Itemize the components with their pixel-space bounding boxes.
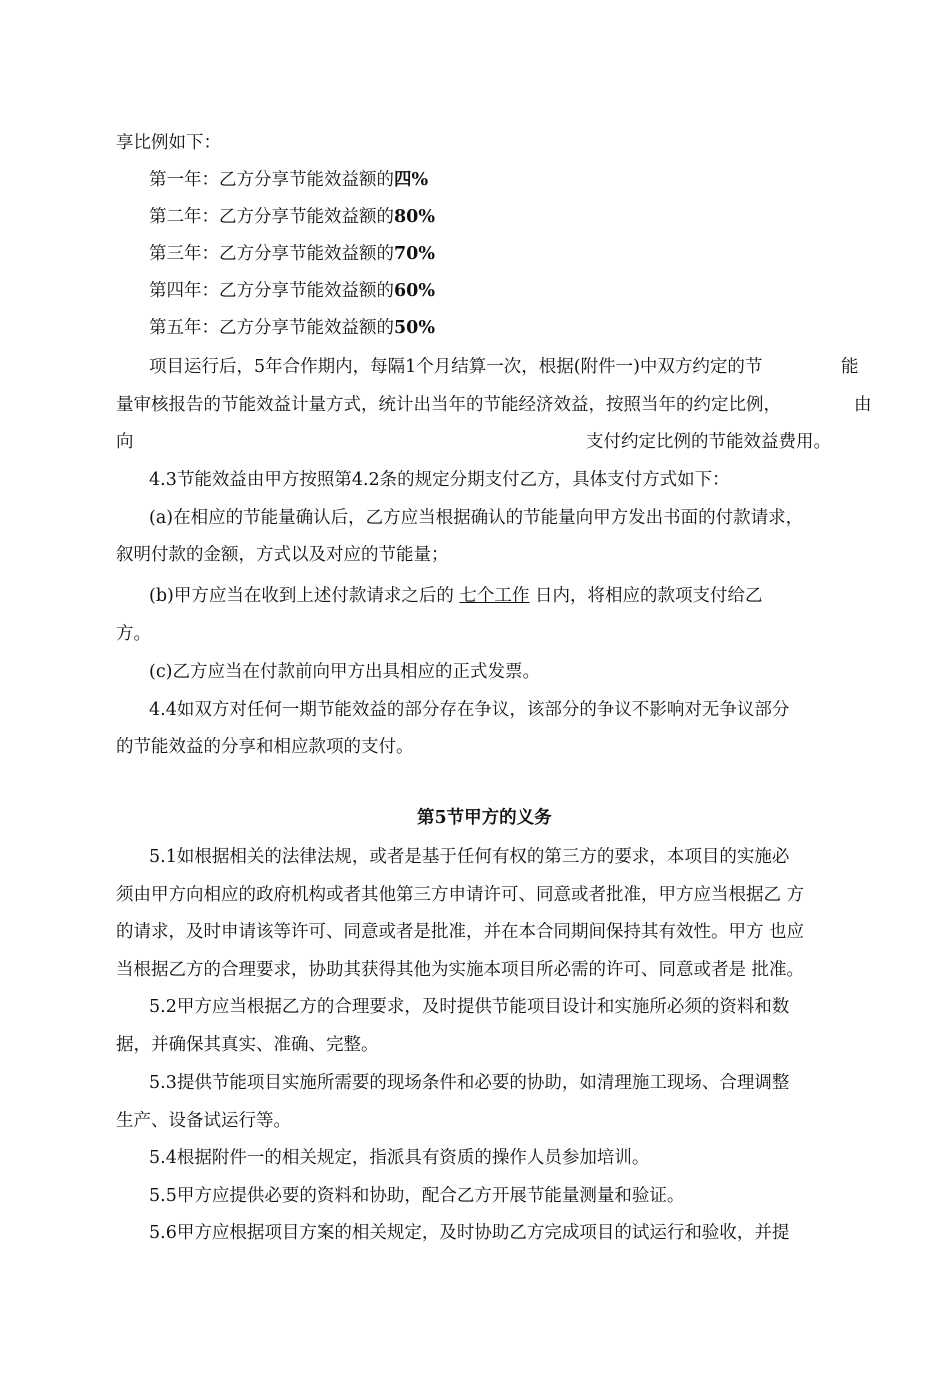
- share-year-2: [149, 205, 435, 229]
- share-label: 第一年：乙方分享节能效益额的: [149, 170, 394, 190]
- payment-term: 七个工作: [459, 586, 530, 606]
- clause-4-4-line-2: 的节能效益的分享和相应款项的支付。: [116, 737, 414, 757]
- clause-5-1-line-4: 当根据乙方的合理要求，协助其获得其他为实施本项目所必需的许可、同意或者是 批准。: [116, 960, 805, 980]
- clause-5-1-line-3: 的请求，及时申请该等许可、同意或者是批准，并在本合同期间保持其有效性。甲方 也应: [116, 922, 805, 942]
- clause-4-3: 4.3节能效益由甲方按照第4.2条的规定分期支付乙方，具体支付方式如下：: [149, 470, 730, 490]
- section-5-title: 第5节甲方的义务: [417, 808, 552, 828]
- clause-5-2-line-2: 据，并确保其真实、准确、完整。: [116, 1035, 379, 1055]
- settlement-line-3-end: 支付约定比例的节能效益费用。: [586, 432, 831, 452]
- clause-5-1-line-2: 须由甲方向相应的政府机构或者其他第三方申请许可、同意或者批准，甲方应当根据乙 方: [116, 885, 805, 905]
- clause-4-3-b-line-1: [149, 584, 762, 608]
- settlement-line-1-end: 能: [841, 357, 859, 377]
- settlement-line-2-end: 由: [854, 395, 872, 415]
- share-label: 第三年：乙方分享节能效益额的: [149, 244, 394, 264]
- settlement-line-2: 量审核报告的节能效益计量方式，统计出当年的节能经济效益，按照当年的约定比例，: [116, 395, 781, 415]
- share-value: 70%: [394, 244, 435, 264]
- share-year-5: [149, 316, 435, 340]
- clause-5-1-line-1: 5.1如根据相关的法律法规，或者是基于任何有权的第三方的要求，本项目的实施必: [149, 847, 790, 867]
- clause-text: (b)甲方应当在收到上述付款请求之后的: [149, 586, 460, 606]
- share-label: 第二年：乙方分享节能效益额的: [149, 207, 394, 227]
- clause-4-3-b-line-2: 方。: [116, 624, 151, 644]
- clause-text: 日内，将相应的款项支付给乙: [529, 586, 763, 606]
- share-label: 第四年：乙方分享节能效益额的: [149, 281, 394, 301]
- settlement-line-3-start: 向: [116, 432, 134, 452]
- share-year-4: [149, 279, 435, 303]
- clause-4-3-a-line-2: 叙明付款的金额，方式以及对应的节能量；: [116, 545, 449, 565]
- clause-5-6-line-1: 5.6甲方应根据项目方案的相关规定，及时协助乙方完成项目的试运行和验收，并提: [149, 1223, 790, 1243]
- share-year-1: [149, 168, 428, 192]
- clause-4-4-line-1: 4.4如双方对任何一期节能效益的部分存在争议，该部分的争议不影响对无争议部分: [149, 700, 790, 720]
- share-year-3: [149, 242, 435, 266]
- settlement-line-1: 项目运行后，5年合作期内，每隔1个月结算一次，根据(附件一)中双方约定的节: [149, 357, 763, 377]
- clause-5-3-line-1: 5.3提供节能项目实施所需要的现场条件和必要的协助，如清理施工现场、合理调整: [149, 1073, 790, 1093]
- clause-5-3-line-2: 生产、设备试运行等。: [116, 1111, 291, 1131]
- share-value: 四%: [394, 170, 429, 190]
- share-value: 80%: [394, 207, 435, 227]
- clause-4-3-c: (c)乙方应当在付款前向甲方出具相应的正式发票。: [149, 662, 540, 682]
- clause-5-2-line-1: 5.2甲方应当根据乙方的合理要求，及时提供节能项目设计和实施所必须的资料和数: [149, 997, 790, 1017]
- share-label: 第五年：乙方分享节能效益额的: [149, 318, 394, 338]
- share-value: 50%: [394, 318, 435, 338]
- clause-4-3-a-line-1: (a)在相应的节能量确认后，乙方应当根据确认的节能量向甲方发出书面的付款请求，: [149, 508, 804, 528]
- clause-5-5: 5.5甲方应提供必要的资料和协助，配合乙方开展节能量测量和验证。: [149, 1186, 685, 1206]
- intro-line: 享比例如下：: [116, 133, 221, 153]
- share-value: 60%: [394, 281, 435, 301]
- clause-5-4: 5.4根据附件一的相关规定，指派具有资质的操作人员参加培训。: [149, 1148, 650, 1168]
